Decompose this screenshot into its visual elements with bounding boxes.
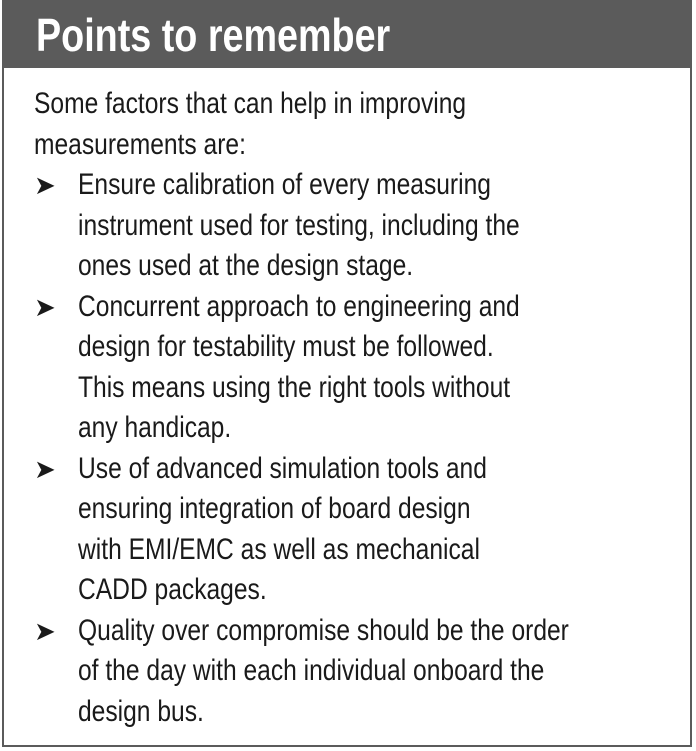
item-line: with EMI/EMC as well as mechanical bbox=[78, 532, 480, 566]
intro-line: Some factors that can help in improving bbox=[34, 87, 467, 120]
points-to-remember-box bbox=[2, 0, 692, 747]
box-header bbox=[4, 2, 690, 68]
arrow-bullet-icon: ➤ bbox=[34, 291, 56, 322]
box-content bbox=[34, 84, 674, 732]
arrow-bullet-icon: ➤ bbox=[34, 170, 56, 200]
item-line: Quality over compromise should be the order bbox=[78, 613, 569, 647]
arrow-bullet-icon: ➤ bbox=[34, 615, 56, 646]
item-line: Use of advanced simulation tools and bbox=[78, 451, 487, 485]
list-item bbox=[34, 449, 674, 611]
intro-text bbox=[34, 84, 674, 165]
item-line: design for testability must be followed. bbox=[78, 330, 494, 363]
item-line: ensuring integration of board design bbox=[78, 492, 471, 525]
item-line: instrument used for testing, including the bbox=[78, 208, 520, 242]
item-line: any handicap. bbox=[78, 411, 232, 444]
item-line: Concurrent approach to engineering and bbox=[78, 289, 520, 323]
item-line: Ensure calibration of every measuring bbox=[78, 168, 491, 201]
factor-list bbox=[34, 165, 674, 732]
item-line: of the day with each individual onboard the bbox=[78, 654, 545, 687]
list-item bbox=[34, 287, 674, 449]
box-title: Points to remember bbox=[36, 9, 391, 61]
list-item bbox=[34, 611, 674, 733]
intro-line: measurements are: bbox=[34, 127, 246, 161]
item-line: CADD packages. bbox=[78, 573, 267, 606]
list-item bbox=[34, 165, 674, 287]
arrow-bullet-icon: ➤ bbox=[34, 453, 56, 484]
item-line: This means using the right tools without bbox=[78, 370, 511, 404]
item-line: design bus. bbox=[78, 694, 204, 728]
item-line: ones used at the design stage. bbox=[78, 249, 414, 282]
